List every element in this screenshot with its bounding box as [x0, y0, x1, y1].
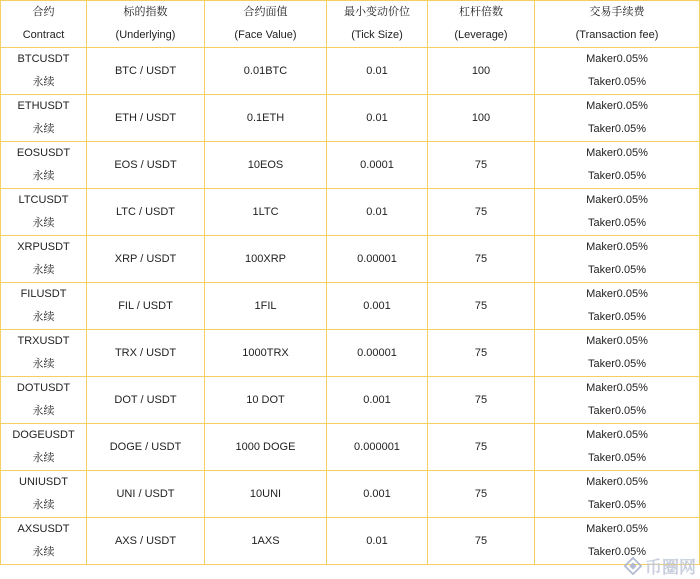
underlying-cell: UNI / USDT — [87, 471, 205, 518]
contract-cell: ETHUSDT 永续 — [1, 95, 87, 142]
fee-cell: Maker0.05% Taker0.05% — [535, 330, 700, 377]
tick-size-cell: 0.01 — [327, 189, 428, 236]
tick-size-cell: 0.01 — [327, 518, 428, 565]
table-row — [1, 330, 700, 377]
underlying-cell: DOGE / USDT — [87, 424, 205, 471]
underlying-cell: FIL / USDT — [87, 283, 205, 330]
face-value-cell: 0.1ETH — [205, 95, 327, 142]
contract-cell: AXSUSDT 永续 — [1, 518, 87, 565]
face-value-cell: 10UNI — [205, 471, 327, 518]
face-value-cell: 1000TRX — [205, 330, 327, 377]
leverage-cell: 75 — [428, 236, 535, 283]
face-value-cell: 1000 DOGE — [205, 424, 327, 471]
leverage-cell: 100 — [428, 95, 535, 142]
underlying-cell: XRP / USDT — [87, 236, 205, 283]
contract-cell: BTCUSDT 永续 — [1, 48, 87, 95]
table-row — [1, 283, 700, 330]
table-row — [1, 377, 700, 424]
fee-cell: Maker0.05% Taker0.05% — [535, 283, 700, 330]
watermark-text: 币圈网 — [645, 558, 696, 578]
tick-size-cell: 0.000001 — [327, 424, 428, 471]
underlying-cell: BTC / USDT — [87, 48, 205, 95]
tick-size-cell: 0.001 — [327, 283, 428, 330]
leverage-cell: 75 — [428, 377, 535, 424]
underlying-cell: ETH / USDT — [87, 95, 205, 142]
table-row — [1, 471, 700, 518]
underlying-cell: AXS / USDT — [87, 518, 205, 565]
contract-cell: DOGEUSDT 永续 — [1, 424, 87, 471]
tick-size-cell: 0.00001 — [327, 330, 428, 377]
fee-cell: Maker0.05% Taker0.05% — [535, 95, 700, 142]
header-contract: 合约 Contract — [1, 1, 87, 48]
contract-cell: DOTUSDT 永续 — [1, 377, 87, 424]
face-value-cell: 1AXS — [205, 518, 327, 565]
table-row — [1, 424, 700, 471]
fee-cell: Maker0.05% Taker0.05% — [535, 142, 700, 189]
leverage-cell: 75 — [428, 471, 535, 518]
leverage-cell: 75 — [428, 424, 535, 471]
underlying-cell: EOS / USDT — [87, 142, 205, 189]
tick-size-cell: 0.00001 — [327, 236, 428, 283]
leverage-cell: 75 — [428, 330, 535, 377]
contract-cell: TRXUSDT 永续 — [1, 330, 87, 377]
header-underlying: 标的指数 (Underlying) — [87, 1, 205, 48]
face-value-cell: 0.01BTC — [205, 48, 327, 95]
table-header — [1, 1, 700, 48]
fee-cell: Maker0.05% Taker0.05% — [535, 189, 700, 236]
table-row — [1, 518, 700, 565]
tick-size-cell: 0.01 — [327, 95, 428, 142]
leverage-cell: 75 — [428, 189, 535, 236]
fee-cell: Maker0.05% Taker0.05% — [535, 236, 700, 283]
underlying-cell: TRX / USDT — [87, 330, 205, 377]
contract-cell: UNIUSDT 永续 — [1, 471, 87, 518]
fee-cell: Maker0.05% Taker0.05% — [535, 471, 700, 518]
header-tick-size: 最小变动价位 (Tick Size) — [327, 1, 428, 48]
table-row — [1, 189, 700, 236]
fee-cell: Maker0.05% Taker0.05% — [535, 424, 700, 471]
contract-cell: EOSUSDT 永续 — [1, 142, 87, 189]
leverage-cell: 75 — [428, 283, 535, 330]
header-transaction-fee: 交易手续费 (Transaction fee) — [535, 1, 700, 48]
leverage-cell: 100 — [428, 48, 535, 95]
contract-cell: FILUSDT 永续 — [1, 283, 87, 330]
fee-cell: Maker0.05% Taker0.05% — [535, 377, 700, 424]
table-row — [1, 236, 700, 283]
contract-cell: XRPUSDT 永续 — [1, 236, 87, 283]
face-value-cell: 1LTC — [205, 189, 327, 236]
tick-size-cell: 0.01 — [327, 48, 428, 95]
face-value-cell: 1FIL — [205, 283, 327, 330]
face-value-cell: 10EOS — [205, 142, 327, 189]
underlying-cell: DOT / USDT — [87, 377, 205, 424]
header-face-value: 合约面值 (Face Value) — [205, 1, 327, 48]
header-row — [1, 1, 700, 48]
fee-cell: Maker0.05% Taker0.05% — [535, 48, 700, 95]
table-row — [1, 142, 700, 189]
tick-size-cell: 0.001 — [327, 377, 428, 424]
face-value-cell: 10 DOT — [205, 377, 327, 424]
leverage-cell: 75 — [428, 518, 535, 565]
face-value-cell: 100XRP — [205, 236, 327, 283]
table-row — [1, 48, 700, 95]
table-row — [1, 95, 700, 142]
table-body — [1, 48, 700, 565]
fee-cell: Maker0.05% Taker0.05% — [535, 518, 700, 565]
header-leverage: 杠杆倍数 (Leverage) — [428, 1, 535, 48]
leverage-cell: 75 — [428, 142, 535, 189]
tick-size-cell: 0.001 — [327, 471, 428, 518]
tick-size-cell: 0.0001 — [327, 142, 428, 189]
contract-cell: LTCUSDT 永续 — [1, 189, 87, 236]
underlying-cell: LTC / USDT — [87, 189, 205, 236]
